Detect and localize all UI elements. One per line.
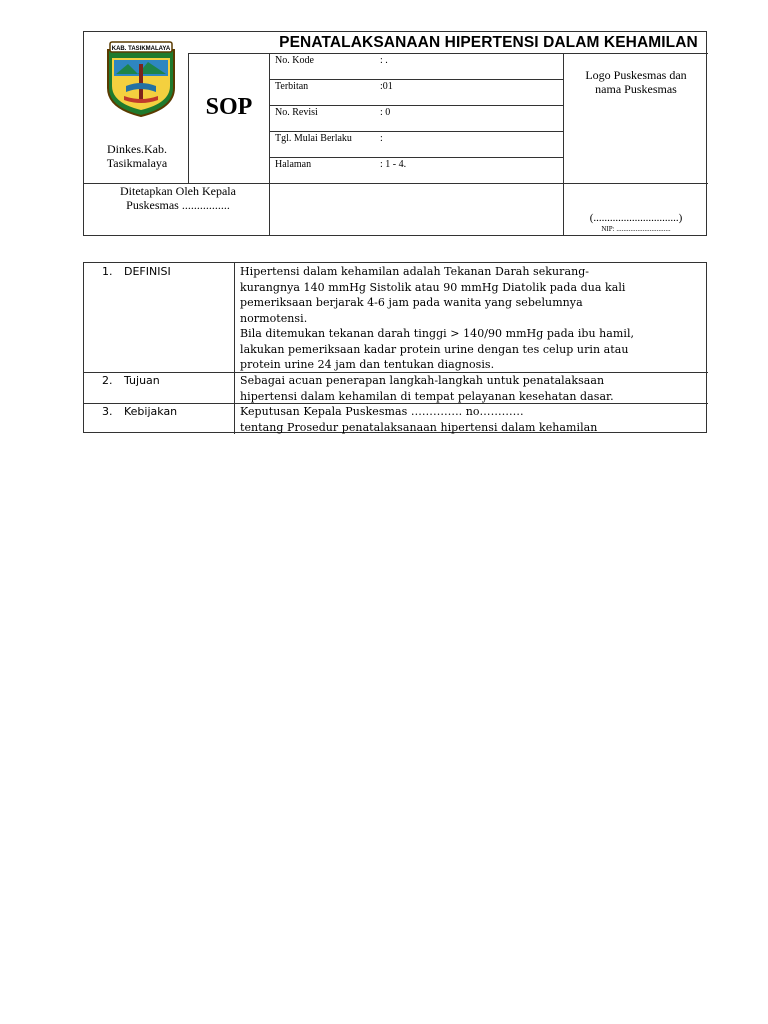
dinkes-label: Dinkes.Kab. Tasikmalaya: [106, 142, 168, 170]
sop-label: SOP: [205, 94, 253, 120]
meta-value-revisi: : 0: [380, 107, 391, 118]
signature-line: (...............................): [589, 212, 683, 224]
meta-value-halaman: : 1 - 4.: [380, 159, 407, 170]
emblem-banner-text: KAB. TASIKMALAYA: [111, 46, 171, 52]
meta-label-tgl: Tgl. Mulai Berlaku: [275, 133, 352, 144]
sop-header: [83, 31, 707, 236]
meta-label-kode: No. Kode: [275, 55, 314, 66]
meta-label-revisi: No. Revisi: [275, 107, 318, 118]
section-body-tujuan: Sebagai acuan penerapan langkah-langkah untuk penatalaksaan hipertensi dalam kehamilan di tempat pelayanan kesehatan dasar.: [240, 374, 614, 403]
meta-value-kode: : .: [380, 55, 388, 66]
meta-label-halaman: Halaman: [275, 159, 312, 170]
section-heading-kebijakan: 3. Kebijakan: [102, 405, 178, 418]
meta-value-tgl: :: [380, 133, 383, 144]
logo-placeholder-text: Logo Puskesmas dan nama Puskesmas: [585, 68, 687, 96]
section-body-kebijakan: Keputusan Kepala Puskesmas ………….. no………… tentang Prosedur penatalaksanaan hipertensi dalam kehamilan: [240, 405, 598, 434]
document-title: PENATALAKSANAAN HIPERTENSI DALAM KEHAMILAN: [279, 34, 698, 51]
section-heading-definisi: 1. DEFINISI: [102, 265, 171, 278]
sop-content-table: [83, 262, 707, 433]
meta-value-terbitan: :01: [380, 81, 393, 92]
tasikmalaya-emblem-icon: [102, 40, 180, 118]
section-body-definisi: Hipertensi dalam kehamilan adalah Tekanan Darah sekurang- kurangnya 140 mmHg Sistolik atau 90 mmHg Diatolik pada dua kali pemeriksaan berjarak 4-6 jam pada wanita yang sebelumnya normotensi. Bila ditemukan tekanan darah tinggi > 140/90 mmHg pada ibu hamil, lakukan pemeriksaan kadar protein urine dengan tes celup urin atau protein urine 24 jam dan tentukan diagnosis.: [240, 265, 635, 371]
ditetapkan-label: Ditetapkan Oleh Kepala Puskesmas ................: [120, 184, 236, 212]
nip-line: NIP: ...............................: [601, 225, 671, 233]
meta-label-terbitan: Terbitan: [275, 81, 309, 92]
section-heading-tujuan: 2. Tujuan: [102, 374, 160, 387]
